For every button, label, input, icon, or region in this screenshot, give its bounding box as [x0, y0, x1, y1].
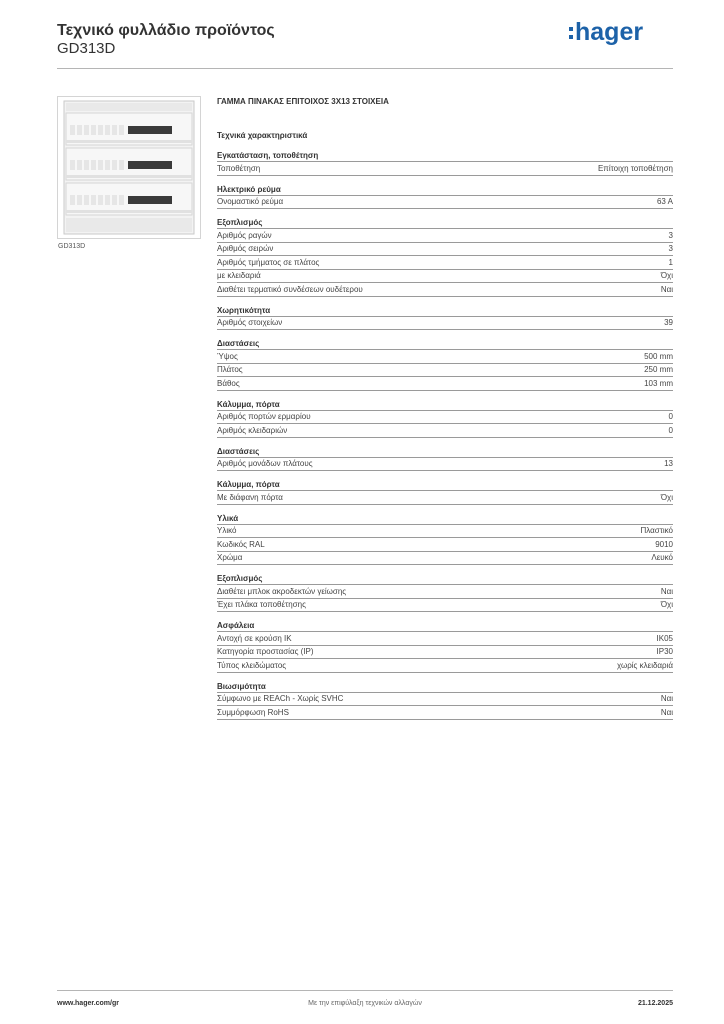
spec-value: Όχι	[660, 492, 673, 502]
spec-label: Αριθμός τμήματος σε πλάτος	[217, 257, 320, 267]
spec-value: 0	[668, 425, 673, 435]
spec-row	[217, 646, 673, 660]
spec-row	[217, 229, 673, 243]
section-title: Κάλυμμα, πόρτα	[217, 399, 673, 411]
spec-label: Αριθμός στοιχείων	[217, 318, 283, 327]
product-code: GD313D	[57, 40, 116, 57]
spec-value: Όχι	[660, 271, 673, 280]
spec-section	[217, 573, 673, 612]
section-title: Υλικά	[217, 513, 673, 525]
spec-row	[217, 283, 673, 297]
spec-value: Όχι	[660, 600, 673, 609]
product-image	[57, 96, 201, 239]
spec-row	[217, 411, 673, 425]
tech-heading: Τεχνικά χαρακτηριστικά	[217, 131, 308, 140]
header-divider	[57, 68, 673, 69]
spec-content	[217, 96, 673, 720]
spec-label: Κατηγορία προστασίας (IP)	[217, 647, 314, 656]
enclosure-row	[66, 113, 192, 145]
spec-section	[217, 399, 673, 438]
spec-section	[217, 184, 673, 210]
spec-section	[217, 620, 673, 673]
spec-value: 9010	[655, 539, 673, 549]
spec-value: 63 A	[656, 197, 673, 206]
section-title: Ασφάλεια	[217, 620, 673, 632]
spec-value: IK05	[656, 633, 673, 643]
section-title: Εγκατάσταση, τοποθέτηση	[217, 150, 673, 162]
spec-row	[217, 270, 673, 284]
spec-section	[217, 513, 673, 566]
spec-row	[217, 256, 673, 270]
spec-section	[217, 681, 673, 720]
spec-section	[217, 446, 673, 472]
footer-note: Με την επιφύλαξη τεχνικών αλλαγών	[308, 1000, 422, 1007]
spec-label: Κωδικός RAL	[217, 539, 265, 549]
spec-value: 250 mm	[644, 365, 673, 374]
spec-value: 103 mm	[644, 378, 673, 388]
hager-logo	[568, 14, 658, 48]
section-title: Διαστάσεις	[217, 338, 673, 350]
spec-value: 3	[668, 244, 673, 253]
spec-section	[217, 305, 673, 331]
spec-row	[217, 491, 673, 505]
enclosure-row	[66, 183, 192, 215]
spec-section	[217, 338, 673, 391]
spec-section	[217, 217, 673, 297]
image-caption: GD313D	[58, 243, 86, 250]
spec-label: Τοποθέτηση	[217, 163, 261, 173]
spec-value: Επίτοιχη τοποθέτηση	[597, 163, 673, 173]
spec-value: Πλαστικό	[640, 526, 673, 535]
spec-value: 1	[668, 257, 673, 267]
product-title: ΓΑΜΜΑ ΠΙΝΑΚΑΣ ΕΠΙΤΟΙΧΟΣ 3X13 ΣΤΟΙΧΕΙΑ	[217, 97, 389, 106]
footer-website[interactable]: www.hager.com/gr	[57, 1000, 119, 1007]
spec-row	[217, 243, 673, 257]
spec-row	[217, 458, 673, 472]
spec-label: Με διάφανη πόρτα	[217, 492, 283, 502]
enclosure-row	[66, 148, 192, 180]
spec-label: Έχει πλάκα τοποθέτησης	[217, 600, 306, 609]
spec-value: IP30	[656, 647, 673, 656]
spec-label: Χρώμα	[217, 553, 243, 562]
spec-row	[217, 196, 673, 210]
footer-date: 21.12.2025	[637, 1000, 673, 1007]
spec-value: 39	[664, 318, 673, 327]
spec-label: Πλάτος	[217, 365, 243, 374]
spec-label: Αριθμός σειρών	[217, 244, 274, 253]
spec-label: Ονομαστικό ρεύμα	[217, 197, 284, 206]
spec-label: Αριθμός μονάδων πλάτους	[217, 459, 313, 468]
spec-label: Σύμφωνο με REACh - Χωρίς SVHC	[217, 694, 344, 703]
spec-row	[217, 585, 673, 599]
spec-row	[217, 693, 673, 707]
spec-value: 0	[668, 412, 673, 421]
brand-wordmark: hager	[575, 18, 644, 46]
section-title: Βιωσιμότητα	[217, 681, 673, 693]
spec-row	[217, 162, 673, 176]
spec-value: 13	[664, 459, 673, 468]
section-title: Χωρητικότητα	[217, 305, 673, 317]
spec-row	[217, 659, 673, 673]
section-title: Ηλεκτρικό ρεύμα	[217, 184, 673, 196]
spec-label: Διαθέτει τερματικό συνδέσεων ουδέτερου	[217, 284, 363, 294]
spec-label: Τύπος κλειδώματος	[217, 660, 287, 670]
spec-row	[217, 377, 673, 391]
spec-label: Αριθμός πορτών ερμαρίου	[217, 412, 311, 421]
section-title: Εξοπλισμός	[217, 573, 673, 585]
spec-row	[217, 706, 673, 720]
spec-row	[217, 599, 673, 613]
spec-label: Βάθος	[217, 378, 240, 388]
spec-section	[217, 150, 673, 176]
section-title: Διαστάσεις	[217, 446, 673, 458]
spec-value: Ναι	[660, 707, 673, 717]
section-title: Εξοπλισμός	[217, 217, 673, 229]
spec-row	[217, 317, 673, 331]
spec-value: 3	[668, 230, 673, 240]
spec-sections	[217, 150, 673, 720]
enclosure-illustration	[58, 97, 200, 238]
spec-value: Ναι	[660, 284, 673, 294]
section-title: Κάλυμμα, πόρτα	[217, 479, 673, 491]
spec-label: με κλειδαριά	[217, 271, 261, 280]
spec-value: Λευκό	[651, 553, 673, 562]
spec-value: χωρίς κλειδαριά	[616, 660, 673, 670]
spec-label: Αριθμός κλειδαριών	[217, 425, 288, 435]
spec-row	[217, 632, 673, 646]
spec-row	[217, 350, 673, 364]
spec-row	[217, 364, 673, 378]
spec-value: 500 mm	[644, 351, 673, 361]
spec-label: Αριθμός ραγών	[217, 230, 272, 240]
spec-value: Ναι	[660, 694, 673, 703]
document-title: Τεχνικό φυλλάδιο προϊόντος	[57, 22, 275, 39]
spec-section	[217, 479, 673, 505]
footer-divider	[57, 990, 673, 991]
spec-label: Υλικό	[217, 526, 237, 535]
spec-row	[217, 538, 673, 552]
spec-value: Ναι	[660, 586, 673, 596]
spec-label: Αντοχή σε κρούση IK	[217, 633, 292, 643]
spec-label: Συμμόρφωση RoHS	[217, 707, 289, 717]
spec-row	[217, 552, 673, 566]
spec-label: Διαθέτει μπλοκ ακροδεκτών γείωσης	[217, 586, 347, 596]
spec-row	[217, 525, 673, 539]
spec-row	[217, 424, 673, 438]
spec-label: Ύψος	[217, 351, 238, 361]
